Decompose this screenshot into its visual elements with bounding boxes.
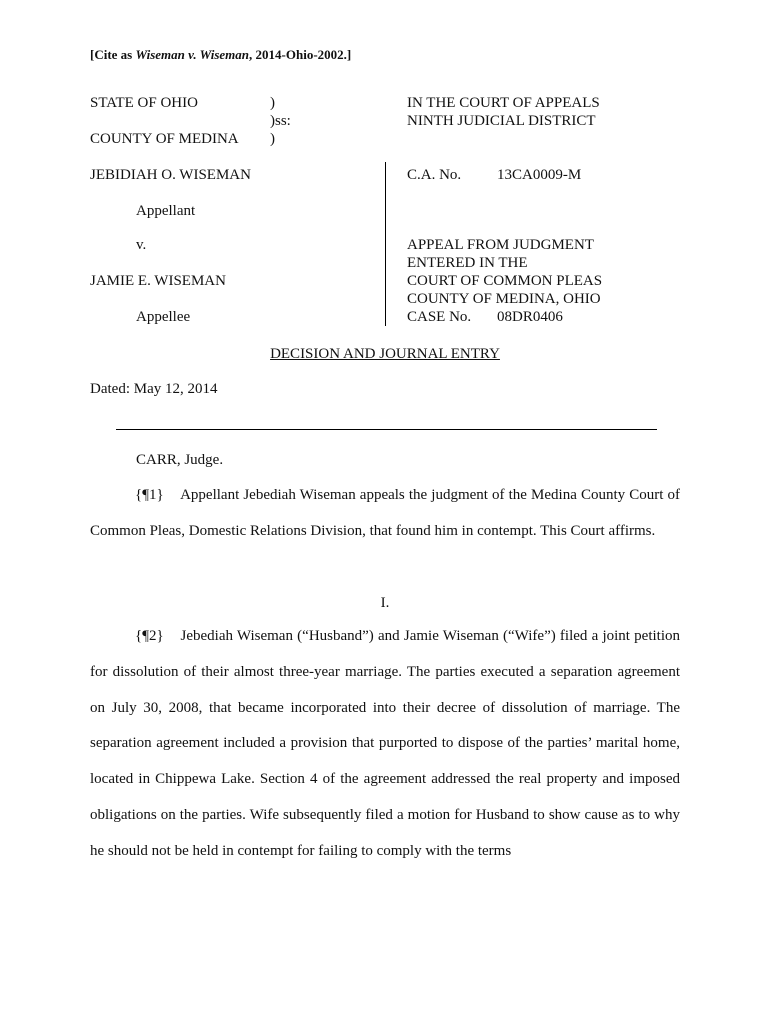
paragraph-2	[90, 619, 680, 870]
citation-prefix: [Cite as	[90, 47, 136, 62]
caption-state: STATE OF OHIO	[90, 95, 198, 111]
court-line-1: IN THE COURT OF APPEALS	[407, 95, 600, 111]
citation-header	[90, 47, 351, 63]
caption-divider	[385, 162, 386, 326]
appellee-role: Appellee	[136, 309, 191, 325]
case-label: CASE No.	[407, 309, 472, 325]
paragraph-1	[90, 478, 680, 550]
section-heading: I.	[380, 595, 390, 611]
court-line-2: NINTH JUDICIAL DISTRICT	[407, 113, 596, 129]
appellant-name: JEBIDIAH O. WISEMAN	[90, 167, 251, 183]
appellant-role: Appellant	[136, 203, 196, 219]
caption-paren-3: )	[270, 131, 275, 147]
caption-paren-1: )	[270, 95, 275, 111]
ca-label: C.A. No.	[407, 167, 462, 183]
paragraph-2-text: Jebediah Wiseman (“Husband”) and Jamie Wiseman (“Wife”) filed a joint petition for dissolution of their almost three-year marriage. The parties executed a separation agreement on July 30, 2008, that became incorporated into their decree of dissolution of marriage. The separation agreement included a provision that purported to dispose of the parties’ marital home, located in Chippewa Lake. Section 4 of the agreement addressed the real property and imposed obligations on the parties. Wife subsequently filed a motion for Husband to show cause as to why he should not be held in contempt for failing to comply with the terms	[90, 628, 680, 859]
decision-title: DECISION AND JOURNAL ENTRY	[270, 346, 500, 362]
appeal-line-1: APPEAL FROM JUDGMENT	[407, 237, 594, 253]
versus: v.	[136, 237, 147, 253]
appeal-line-4: COUNTY OF MEDINA, OHIO	[407, 291, 601, 307]
separator-rule	[116, 429, 657, 430]
appeal-line-2: ENTERED IN THE	[407, 255, 528, 271]
caption-ss: )ss:	[270, 113, 291, 129]
appeal-line-3: COURT OF COMMON PLEAS	[407, 273, 603, 289]
paragraph-1-text: Appellant Jebediah Wiseman appeals the judgment of the Medina County Court of Common Pleas, Domestic Relations Division, that found him in contempt. This Court affirms.	[90, 487, 681, 539]
appellee-name: JAMIE E. WISEMAN	[90, 273, 226, 289]
dated-line: Dated: May 12, 2014	[90, 381, 218, 397]
citation-case-name: Wiseman v. Wiseman	[135, 47, 250, 62]
caption-county: COUNTY OF MEDINA	[90, 131, 239, 147]
paragraph-2-number: {¶2}	[135, 628, 164, 644]
case-number: 08DR0406	[497, 309, 563, 325]
paragraph-1-number: {¶1}	[135, 487, 164, 503]
judge-name: CARR, Judge.	[136, 452, 224, 468]
ca-number: 13CA0009-M	[497, 167, 582, 183]
citation-suffix: , 2014-Ohio-2002.]	[249, 47, 352, 62]
